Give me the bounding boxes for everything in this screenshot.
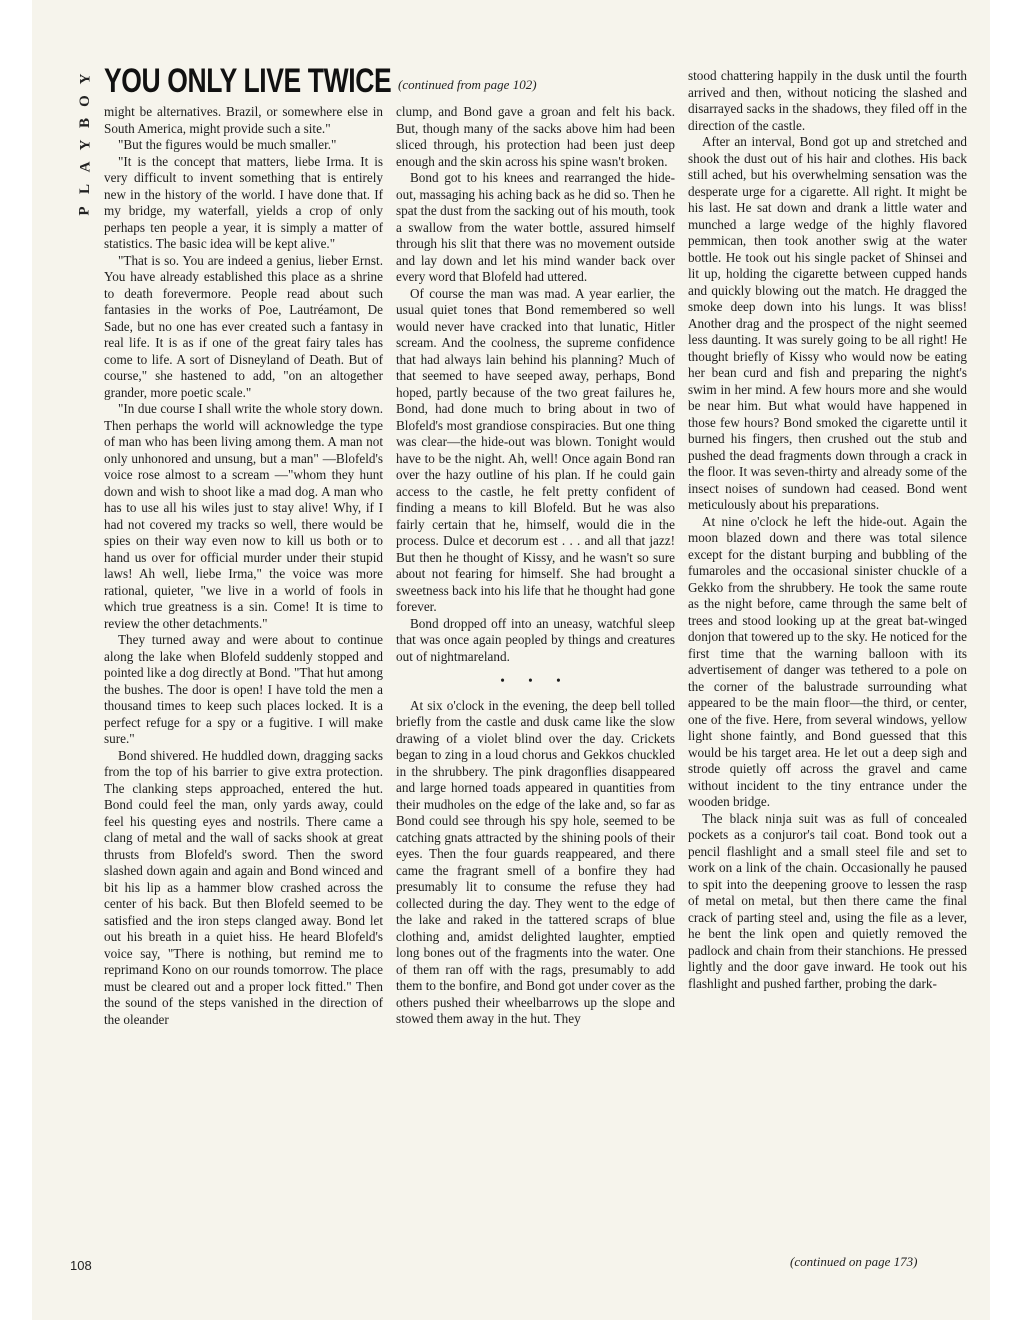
magazine-name-vertical	[74, 68, 96, 222]
magazine-letter: P	[76, 206, 93, 216]
paragraph: Bond shivered. He huddled down, dragging sacks from the top of his barrier to give extra protection. The clanking steps approached, entered the hut. Bond could feel the man, only yards away, could feel his questing eyes and nostrils. There came a clang of metal and the wall of sacks shook at great thrusts from Blofeld's sword. Then the sword slashed down again and again and Bond winced and bit his lip as a hammer blow crashed across the center of his back. But then Blofeld seemed to be satisfied and the iron steps clanged away. Bond let out his breath in a quiet hiss. He heard Blofeld's voice say, "There is nothing, but remind me to reprimand Kono on our rounds tomorrow. The place must be cleared out and a proper lock fitted." Then the sound of the steps vanished in the direction of the oleander	[104, 747, 383, 1027]
magazine-letter: Y	[77, 73, 93, 85]
paragraph: The black ninja suit was as full of concealed pockets as a conjuror's tail coat. Bond took out a pencil flashlight and a small steel file and set to work on a link of the chain. Occasionally he paused to spit into the deepening groove to lessen the rasp of metal on metal, but then there came the final crack of parting steel and, using the file as a lever, he bent the link open and quietly removed the padlock and chain from their stanchions. He pressed lightly and the door gave inward. He took out his flashlight and pushed farther, probing the dark-	[688, 810, 967, 991]
paragraph: Bond dropped off into an uneasy, watchful sleep that was once again peopled by things and creatures out of nightmareland.	[396, 615, 675, 664]
paragraph: stood chattering happily in the dusk until the fourth arrived and then, without noticing the slashed and disarrayed sacks in the shadows, they filed off in the direction of the castle.	[688, 68, 967, 133]
paragraph: "In due course I shall write the whole story down. Then perhaps the world will acknowledge the type of man who has been living among them. A man not only unhonored and unsung, but a man" —Blofeld's voice rose almost to a scream —"whom they hunt down and wish to shoot like a mad dog. A man who has to use all his wiles just to stay alive! Why, if I had not covered my tracks so well, there would be spies on their way even now to kill us both or to hand us over for official murder under their stupid laws! Ah well, liebe Irma," the voice was more rational, quieter, "we live in a world of fools in which true greatness is a sin. Come! It is time to review the other detachments."	[104, 401, 383, 631]
text-column-2	[396, 104, 675, 1028]
paragraph: "But the figures would be much smaller."	[118, 137, 337, 152]
section-separator: • • •	[500, 673, 571, 688]
magazine-letter: B	[76, 117, 93, 129]
paragraph: At nine o'clock he left the hide-out. Again the moon blazed down and there was total silence except for the distant burping and bubbling of the fumaroles and the occasional sinister chuckle of a Gekko from the shrubbery. He took the same route as the night before, came through the same belt of trees and stood looking up at the great bat-winged donjon that towered up to the sky. He noticed for the first time that the warning balloon with its advertisement of danger was tethered to a pole on the corner of the balustrade surrounding what appeared to be the main floor—the third, or center, one of the five. Here, from several windows, yellow light shone faintly, and Bond guessed that this would be his target area. He let out a deep sigh and strode quietly off across the gravel and came without incident to the tiny entrance under the wooden bridge.	[688, 513, 967, 809]
text-column-3	[688, 68, 967, 992]
continued-on-note: (continued on page 173)	[790, 1254, 918, 1269]
magazine-letter: Y	[77, 139, 93, 151]
magazine-letter: L	[76, 183, 93, 195]
paragraph: They turned away and were about to continue along the lake when Blofeld suddenly stopped and pointed like a dog directly at Bond. "That hut among the bushes. The door is open! I have told the men a thousand times to keep such places locked. It is a perfect refuge for a spy or a fugitive. I will make sure."	[104, 632, 383, 746]
paragraph: After an interval, Bond got up and stretched and shook the dust out of his hair and clothes. His back still ached, but his overwhelming sensation was the desperate urge for a cigarette. All right. It might be his last. He sat down and drank a little water and munched a large wedge of the highly flavored pemmican, then took another swig at the water bottle. He took out his single packet of Shinsei and lit up, holding the cigarette between cupped hands and quickly blowing out the match. He dragged the smoke deep down into his lungs. It was bliss! Another drag and the prospect of the night seemed less daunting. It was surely going to be all right! He thought briefly of Kissy who would now be eating her bean curd and fish and preparing the night's swim in her mind. A few hours more and she would be near him. But what would have happened in those few hours? Bond smoked the cigarette until it burned his fingers, then crushed out the stub and pushed the dead fragments down through a crack in the floor. It was seven-thirty and already some of the insect noises of sundown had ceased. Bond went meticulously about his preparations.	[688, 134, 967, 512]
paragraph: clump, and Bond gave a groan and felt his back. But, though many of the sacks above him had been sliced through, his protection had been just deep enough and the skin across his spine wasn't broken.	[396, 104, 675, 169]
paragraph: Bond got to his knees and rearranged the hide-out, massaging his aching back as he did so. Then he spat the dust from the sacking out of his mouth, took a swallow from the water bottle, assured himself through his slit that there was no movement outside and lay down and let his mind wander back over every word that Blofeld had uttered.	[396, 170, 675, 284]
text-column-1	[104, 104, 383, 1028]
magazine-letter: O	[76, 95, 93, 107]
paragraph: might be alternatives. Brazil, or somewhere else in South America, might provide such a site."	[104, 104, 383, 136]
page-number: 108	[70, 1258, 92, 1273]
paragraph: At six o'clock in the evening, the deep bell tolled briefly from the castle and dusk came like the slow drawing of a violet blind over the day. Crickets began to zing in a loud chorus and Gekkos chuckled in the shrubbery. The pink dragonflies disappeared and large horned toads appeared in quantities from their mudholes on the edge of the lake and, so far as Bond could see through his spy hole, seemed to be catching gnats attracted by the shining pools of their eyes. Then the four guards reappeared, and there came the fragrant smell of a bonfire they had presumably lit to consume the refuse they had collected during the day. They went to the edge of the lake and raked in the tattered scraps of blue clothing and, amidst delighted laughter, emptied long bones out of the fragments into the water. One of them ran off with the rags, presumably to add them to the bonfire, and Bond got under cover as the others pushed their wheelbarrows up the slope and stowed them away in the hut. They	[396, 697, 675, 1026]
paragraph: "That is so. You are indeed a genius, lieber Ernst. You have already established this place as a shrine to death forevermore. People read about such fantasies in the works of Poe, Lautréamont, De Sade, but no one has ever created such a fantasy in real life. It is as if one of the great fairy tales has come to life. A sort of Disneyland of Death. But of course," she hastened to add, "on an altogether grander, more poetic scale."	[104, 252, 383, 400]
paragraph: Of course the man was mad. A year earlier, the usual quiet tones that Bond remembered so well would never have cracked into that lunatic, Hitler scream. And the coolness, the supreme confidence that had always lain behind his planning? Much of that seemed to have seeped away, perhaps, Bond hoped, partly because of the two great failures he, Bond, had done much to bring about in two of Blofeld's most grandiose conspiracies. But one thing was clear—the hide-out was blown. Tonight would have to be the night. Ah, well! Once again Bond ran over the hazy outline of his plan. If he could gain access to the castle, he felt pretty confident of finding a means to kill Blofeld. But he was also fairly certain that he, himself, would die in the process. Dulce et decorum est . . . and all that jazz! But then he thought of Kissy, and he wasn't so sure about not fearing for himself. She had brought a sweetness back into his life that he thought had gone forever.	[396, 285, 675, 614]
magazine-letter: A	[77, 161, 93, 173]
continued-from-note: (continued from page 102)	[398, 77, 537, 92]
article-title: YOU ONLY LIVE TWICE	[104, 62, 392, 100]
paragraph: "It is the concept that matters, liebe Irma. It is very difficult to invent something that is entirely new in the history of the world. I have done that. If my bridge, my waterfall, yields a crop of only perhaps ten people a year, it is simply a matter of statistics. The basic idea will be kept alive."	[104, 153, 383, 251]
